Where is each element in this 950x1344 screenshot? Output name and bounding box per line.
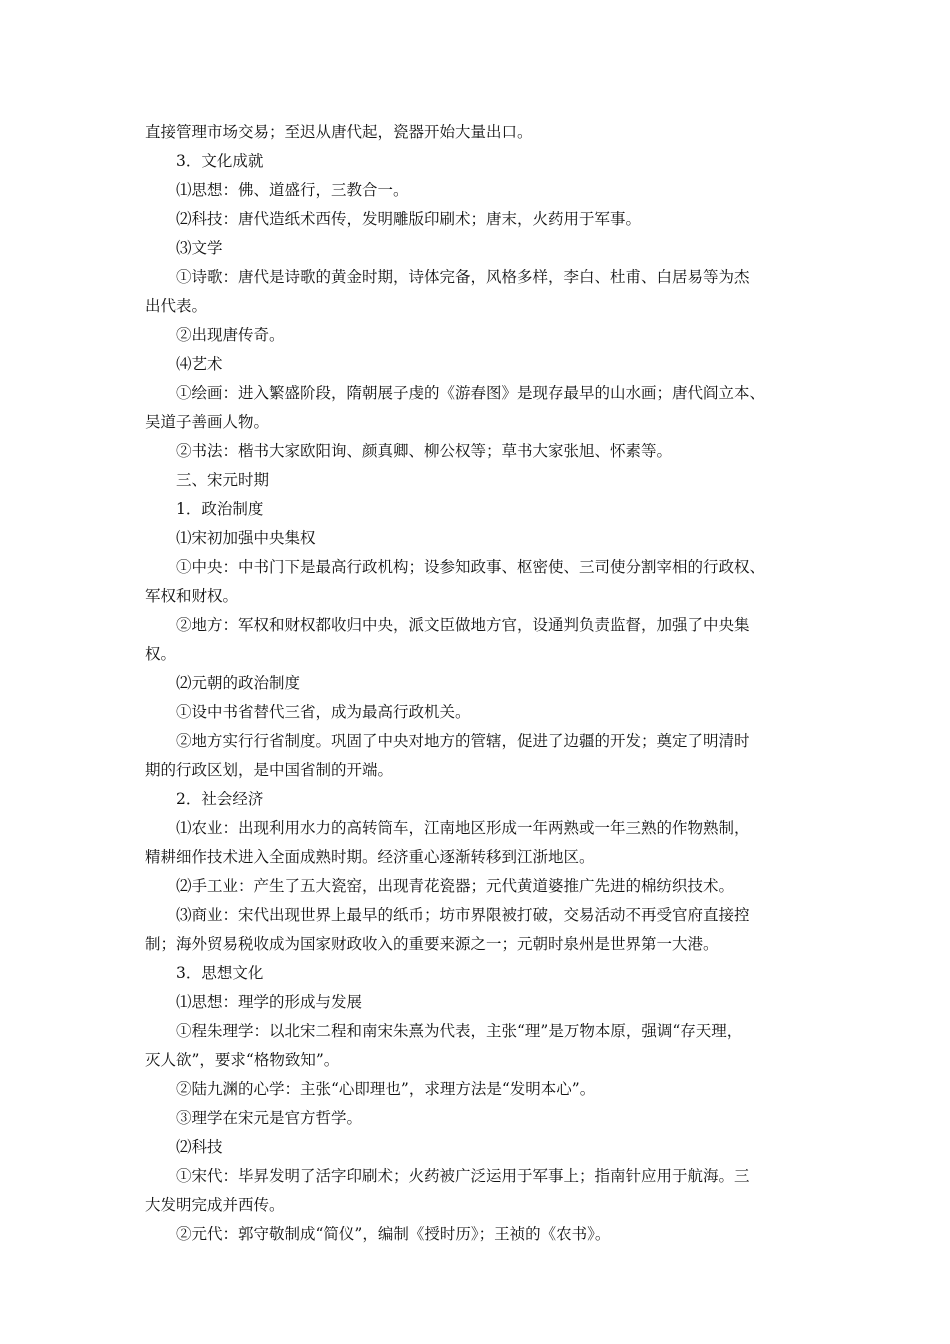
text-line: ②元代：郭守敬制成“简仪”，编制《授时历》；王祯的《农书》。 xyxy=(176,1225,611,1243)
section-heading: 三、宋元时期 xyxy=(176,471,270,489)
text-line: 权。 xyxy=(145,645,177,663)
text-line: 军权和财权。 xyxy=(145,587,239,605)
text-line: ②书法：楷书大家欧阳询、颜真卿、柳公权等；草书大家张旭、怀素等。 xyxy=(176,442,673,460)
text-line: 吴道子善画人物。 xyxy=(145,413,270,431)
text-line: ②出现唐传奇。 xyxy=(176,326,285,344)
text-line: ①宋代：毕昇发明了活字印刷术；火药被广泛运用于军事上；指南针应用于航海。三 xyxy=(176,1167,750,1185)
text-line: ①诗歌：唐代是诗歌的黄金时期，诗体完备，风格多样，李白、杜甫、白居易等为杰 xyxy=(176,268,750,286)
text-line: ⑶商业：宋代出现世界上最早的纸币；坊市界限被打破，交易活动不再受官府直接控 xyxy=(176,906,750,924)
text-line: ⑴农业：出现利用水力的高转筒车，江南地区形成一年两熟或一年三熟的作物熟制， xyxy=(176,819,750,837)
text-line: ①中央：中书门下是最高行政机构；设参知政事、枢密使、三司使分割宰相的行政权、 xyxy=(176,558,766,576)
text-line: 3．文化成就 xyxy=(176,152,264,170)
text-line: 精耕细作技术进入全面成熟时期。经济重心逐渐转移到江浙地区。 xyxy=(145,848,595,866)
text-line: ⑷艺术 xyxy=(176,355,223,373)
subsection-heading: 3．思想文化 xyxy=(176,964,264,982)
text-line: ①绘画：进入繁盛阶段，隋朝展子虔的《游春图》是现存最早的山水画；唐代阎立本、 xyxy=(176,384,766,402)
text-line: 出代表。 xyxy=(145,297,208,315)
text-line: ①程朱理学：以北宋二程和南宋朱熹为代表，主张“理”是万物本原，强调“存天理， xyxy=(176,1022,743,1040)
text-line: ⑵手工业：产生了五大瓷窑，出现青花瓷器；元代黄道婆推广先进的棉纺织技术。 xyxy=(176,877,735,895)
text-line: ②地方：军权和财权都收归中央，派文臣做地方官，设通判负责监督，加强了中央集 xyxy=(176,616,750,634)
text-line: ⑵元朝的政治制度 xyxy=(176,674,301,692)
text-line: ⑴宋初加强中央集权 xyxy=(176,529,316,547)
text-line: ②地方实行行省制度。巩固了中央对地方的管辖，促进了边疆的开发；奠定了明清时 xyxy=(176,732,750,750)
document-body xyxy=(145,118,805,1249)
text-line: ⑴思想：理学的形成与发展 xyxy=(176,993,363,1011)
subsection-heading: 2．社会经济 xyxy=(176,790,264,808)
text-line: 直接管理市场交易；至迟从唐代起，瓷器开始大量出口。 xyxy=(145,123,533,141)
text-line: ③理学在宋元是官方哲学。 xyxy=(176,1109,363,1127)
text-line: 大发明完成并西传。 xyxy=(145,1196,285,1214)
text-line: ⑴思想：佛、道盛行，三教合一。 xyxy=(176,181,409,199)
text-line: ⑶文学 xyxy=(176,239,223,257)
text-line: 灭人欲”，要求“格物致知”。 xyxy=(145,1051,340,1069)
text-line: ⑵科技：唐代造纸术西传，发明雕版印刷术；唐末，火药用于军事。 xyxy=(176,210,642,228)
text-line: ①设中书省替代三省，成为最高行政机关。 xyxy=(176,703,471,721)
text-line: 制；海外贸易税收成为国家财政收入的重要来源之一；元朝时泉州是世界第一大港。 xyxy=(145,935,719,953)
subsection-heading: 1．政治制度 xyxy=(176,500,264,518)
text-line: 期的行政区划，是中国省制的开端。 xyxy=(145,761,394,779)
text-line: ⑵科技 xyxy=(176,1138,223,1156)
text-line: ②陆九渊的心学：主张“心即理也”，求理方法是“发明本心”。 xyxy=(176,1080,596,1098)
